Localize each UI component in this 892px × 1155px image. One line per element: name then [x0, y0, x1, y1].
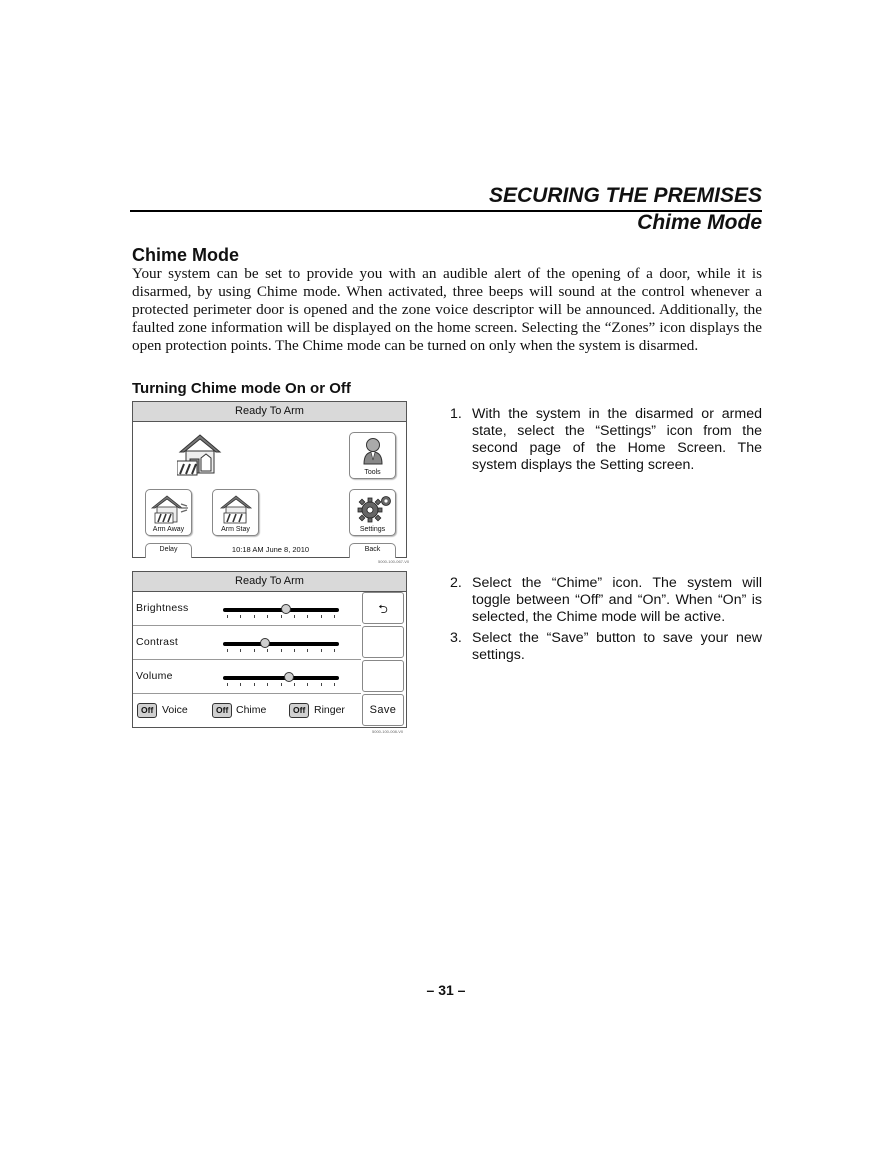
volume-row	[133, 660, 361, 694]
brightness-slider[interactable]	[223, 606, 339, 620]
step-list	[450, 406, 762, 478]
contrast-row	[133, 626, 361, 660]
delay-tab[interactable]: Delay	[145, 543, 192, 558]
chime-toggle[interactable]: Off	[212, 703, 232, 718]
home-screen-illustration	[132, 401, 407, 558]
contrast-slider[interactable]	[223, 640, 339, 654]
voice-label: Voice	[162, 704, 188, 716]
slider-knob[interactable]	[284, 672, 294, 682]
step-number: 2.	[450, 575, 462, 591]
section-title: Chime Mode	[132, 245, 240, 265]
slider-knob[interactable]	[260, 638, 270, 648]
settings-button[interactable]	[349, 489, 396, 536]
arm-stay-button[interactable]	[212, 489, 259, 536]
ringer-toggle[interactable]: Off	[289, 703, 309, 718]
settings-screen-illustration	[132, 571, 407, 728]
header-title: SECURING THE PREMISES	[488, 184, 762, 207]
figure-code: 5000-100-008-V0	[372, 729, 404, 734]
header-subtitle: Chime Mode	[637, 211, 762, 234]
step-text: With the system in the disarmed or armed state, select the “Settings” icon from the second page of the Home Screen. The system displays the Setting screen.	[472, 406, 762, 473]
arm-stay-icon	[219, 494, 253, 529]
toggle-row	[133, 694, 361, 728]
arm-away-button[interactable]	[145, 489, 192, 536]
settings-label: Settings	[359, 526, 386, 533]
save-button[interactable]: Save	[362, 694, 404, 726]
return-arrow-icon: ⮌	[378, 602, 388, 616]
arm-away-icon	[150, 494, 190, 529]
chime-label: Chime	[236, 704, 267, 716]
subheading: Turning Chime mode On or Off	[132, 380, 351, 397]
voice-toggle[interactable]: Off	[137, 703, 157, 718]
step-text: Select the “Chime” icon. The system will toggle between “Off” and “On”. When “On” is selected, the Chime mode will be active.	[472, 575, 762, 625]
ringer-label: Ringer	[314, 704, 345, 716]
back-tab[interactable]: Back	[349, 543, 396, 558]
step-item	[450, 406, 762, 474]
intro-paragraph: Your system can be set to provide you with an audible alert of the opening of a door, while it is disarmed, by using Chime mode. When activated, three beeps will sound at the control whenever a protected perimeter door is opened and the zone voice descriptor will be announced. Additionally, the faulted zone information will be displayed on the home screen. Selecting the “Zones” icon displays the open protection points. The Chime mode can be turned on only when the system is disarmed.	[132, 265, 762, 354]
date-time-readout: 10:18 AM June 8, 2010	[231, 545, 310, 554]
screen-title-bar: Ready To Arm	[133, 402, 406, 422]
house-status-icon	[177, 432, 223, 481]
screen-title-bar: Ready To Arm	[133, 572, 406, 592]
figure-code: 5000-100-067-V0	[378, 559, 410, 564]
blank-button[interactable]	[362, 626, 404, 658]
gear-icon	[354, 493, 394, 528]
tools-button[interactable]	[349, 432, 396, 479]
contrast-label: Contrast	[136, 636, 179, 648]
back-button[interactable]	[362, 592, 404, 624]
arm-away-label: Arm Away	[152, 526, 185, 533]
step-list	[450, 575, 762, 668]
step-number: 3.	[450, 630, 462, 646]
brightness-label: Brightness	[136, 602, 189, 614]
step-text: Select the “Save” button to save your new settings.	[472, 630, 762, 663]
step-item	[450, 575, 762, 626]
volume-label: Volume	[136, 670, 173, 682]
tools-icon	[362, 437, 384, 470]
step-item	[450, 630, 762, 664]
step-number: 1.	[450, 406, 462, 422]
blank-button[interactable]	[362, 660, 404, 692]
tools-label: Tools	[364, 469, 381, 476]
arm-stay-label: Arm Stay	[221, 526, 250, 533]
volume-slider[interactable]	[223, 674, 339, 688]
brightness-row	[133, 592, 361, 626]
page-number: – 31 –	[426, 982, 466, 998]
slider-knob[interactable]	[281, 604, 291, 614]
